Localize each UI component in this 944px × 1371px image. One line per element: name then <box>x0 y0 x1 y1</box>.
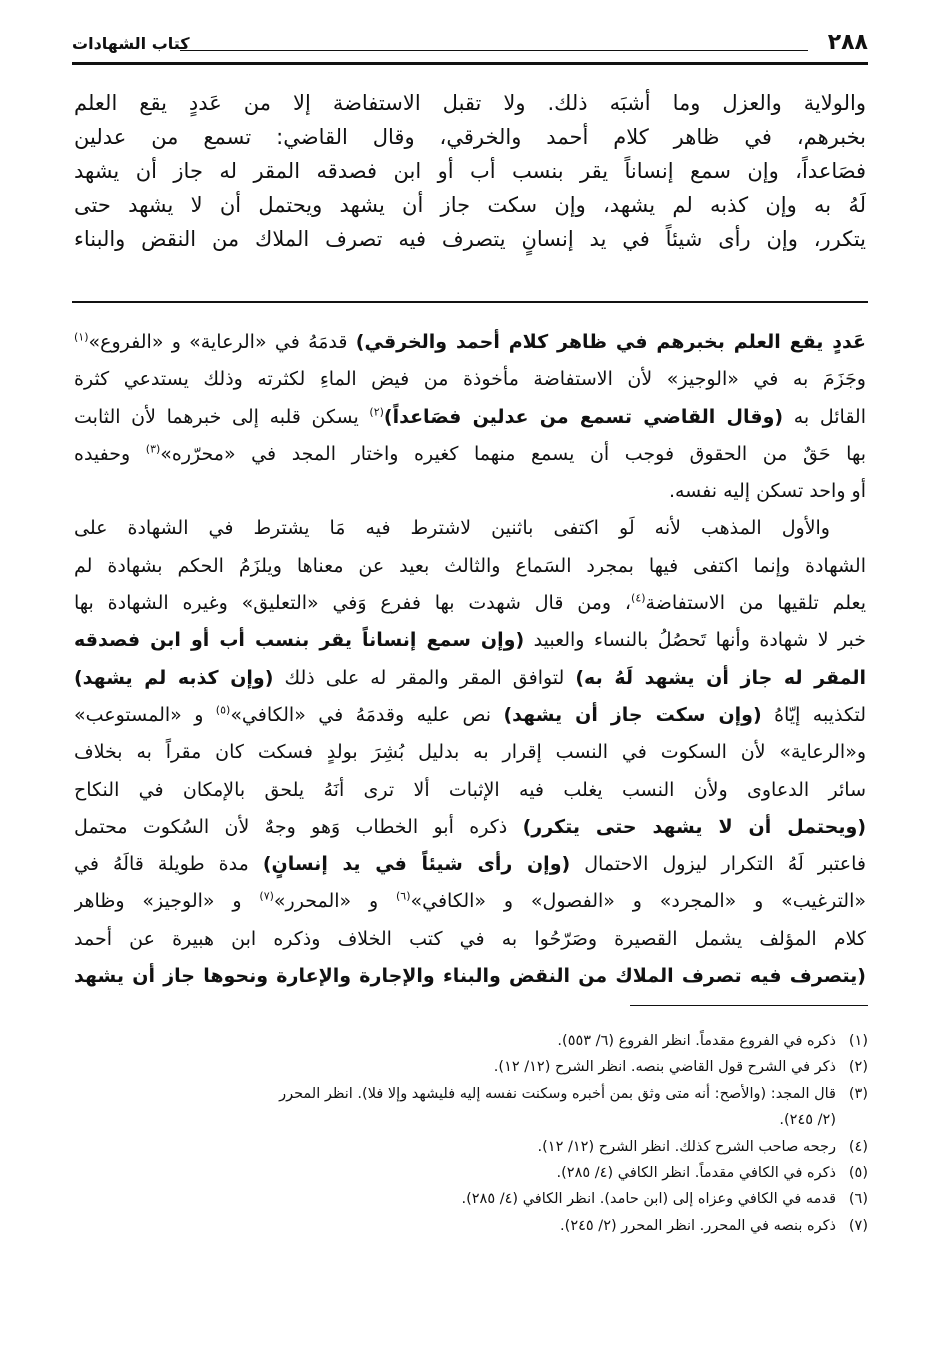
quoted-matn: (وإن كذبه لم يشهد) <box>74 666 274 689</box>
footnote-continuation: (٢/ ٢٤٥). <box>779 1112 836 1129</box>
footnote-text: قدمه في الكافي وعزاه إلى (ابن حامد). انظر الكافي (٤/ ٢٨٥). <box>461 1191 836 1208</box>
text-line <box>74 548 866 585</box>
text-segment: ، ومن قال شهدت بها ففرع وَفي «التعليق» وغيره الشهادة بها <box>74 592 632 615</box>
text-segment: لتوافق المقر والمقر له على ذلك <box>273 666 576 689</box>
text-line <box>74 399 866 436</box>
text-segment: فصَاعداً، وإن سمع إنساناً يقر بنسب أب أو ابن فصدقه المقر له جاز أن يشهد <box>74 159 866 183</box>
text-segment: بها حَقٌ من الحقوق فوجب أن يسمع منهما كغيره واختار المجد في «محرّره» <box>160 442 866 465</box>
footnote-marker: (٧) <box>259 890 274 904</box>
footnote-number: (٧) <box>848 1217 868 1234</box>
running-header <box>72 30 868 60</box>
text-segment: يتكرر، وإن رأى شيئاً في يد إنسانٍ يتصرف فيه تصرف الملاك من النقض والبناء <box>74 227 866 251</box>
footnote-text: ذكر في الشرح قول القاضي بنصه. انظر الشرح (١٢/ ١٢). <box>493 1059 836 1076</box>
footnote-number: (٥) <box>848 1164 868 1181</box>
text-segment: أو واحد تسكن إليه نفسه. <box>668 480 866 503</box>
text-line <box>74 361 866 398</box>
footnote-number: (١) <box>848 1033 868 1049</box>
text-segment: والولاية والعزل وما أشبَه ذلك. ولا تقبل الاستفاضة إلا من عَددٍ يقع العلم <box>74 91 866 115</box>
text-line <box>74 660 866 697</box>
footnote-number: (٢) <box>848 1059 868 1076</box>
text-segment: قدمَهُ في «الرعاية» و «الفروع» <box>88 331 356 353</box>
text-segment: بخبرهم، في ظاهر كلام أحمد والخرقي، وقال القاضي: تسمع من عدلين <box>74 125 866 149</box>
text-line <box>74 188 866 222</box>
text-line <box>74 697 866 734</box>
quoted-matn: (يتصرف فيه تصرف الملاك من النقض والبناء والإجارة والإعارة ونحوها جاز أن يشهد <box>74 965 866 988</box>
text-segment: و«الرعاية» لأن السكوت في النسب إقرار به بدليل بُشِرَ بولدٍ فسكت كان مقراً به بخلاف <box>74 741 866 764</box>
text-segment: كلام المؤلف يشمل القصيرة وصَرّحُوا به في كتب الخلاف وذكره ابن هبيرة عن أحمد <box>74 927 866 950</box>
footnote-text: قال المجد: (والأصح: أنه متى وثق بمن أخبره وسكنت نفسه إليه فليشهد وإلا فلا). انظر المحرر <box>279 1085 836 1102</box>
text-segment: يعلم تلقيها من الاستفاضة <box>645 592 866 615</box>
text-line <box>74 86 866 120</box>
text-line <box>74 436 866 473</box>
footnote <box>74 1160 868 1186</box>
text-line <box>74 585 866 622</box>
text-line <box>74 473 866 510</box>
footnote-marker: (٤) <box>631 591 646 605</box>
text-line <box>74 846 866 883</box>
text-commentary-divider <box>72 301 868 303</box>
main-text <box>74 86 866 256</box>
footnote-number: (٤) <box>848 1138 868 1155</box>
text-segment: نص عليه وقدمَهُ في «الكافي» <box>230 703 504 726</box>
text-segment: مدة طويلة قالَهُ في <box>74 853 263 876</box>
page-number: ٢٨٨ <box>827 30 868 55</box>
quoted-matn: (وإن سمع إنساناً يقر بنسب أب أو ابن فصدقه <box>74 629 525 652</box>
footnote-number: (٦) <box>848 1191 868 1208</box>
text-segment: و «المحرر» <box>273 890 396 913</box>
footnote-text: رجحه صاحب الشرح كذلك. انظر الشرح (١٢/ ١٢). <box>537 1138 836 1155</box>
header-divider <box>72 62 868 65</box>
text-line <box>74 772 866 809</box>
text-line <box>74 734 866 771</box>
footnote-marker: (١) <box>74 330 89 344</box>
text-segment: الشهادة وإنما اكتفى فيها بمجرد السَماع والثالث بعيد عن معناها ويلزَمُ الحكم بشهادة لم <box>74 554 866 577</box>
text-segment: فاعتبر لَهُ التكرار ليزول الاحتمال <box>570 853 866 876</box>
text-line <box>74 883 866 920</box>
quoted-matn: (ويحتمل أن لا يشهد حتى يتكرر) <box>522 815 866 838</box>
footnote-marker: (٣) <box>145 442 161 456</box>
text-segment: لتكذيبه إيّاهُ <box>761 703 866 726</box>
footnote <box>74 1028 868 1054</box>
header-rule <box>180 50 808 51</box>
text-line <box>74 921 866 958</box>
book-title: كتاب الشهادات <box>72 34 190 53</box>
text-segment: سائر الدعاوى ولأن النسب يغلب فيه الإثبات ألا ترى أنَهُ يلحق بالإمكان في النكاح <box>74 778 866 801</box>
text-segment: يسكن قلبه إلى خبرهما لأن الثابت <box>74 405 370 428</box>
footnote <box>74 1134 868 1160</box>
footnote <box>74 1213 868 1239</box>
footnote <box>74 1081 868 1107</box>
text-segment: وحفيده <box>74 442 146 465</box>
quoted-matn: (وقال القاضي تسمع من عدلين فصَاعداً) <box>383 405 784 428</box>
text-segment: القائل به <box>783 405 866 428</box>
footnote-number: (٣) <box>848 1085 868 1102</box>
quoted-matn: المقر له جاز أن يشهد لَهُ به) <box>575 666 866 689</box>
footnote <box>74 1054 868 1080</box>
quoted-matn: عَددٍ يقع العلم بخبرهم في ظاهر كلام أحمد والخرقي) <box>355 331 866 353</box>
footnotes <box>74 1028 868 1239</box>
footnote-marker: (٦) <box>396 890 411 904</box>
text-line <box>74 324 866 361</box>
footnote-divider <box>630 1005 868 1006</box>
text-line <box>74 622 866 659</box>
text-segment: و «الوجيز» وظاهر <box>74 890 260 913</box>
quoted-matn: (وإن رأى شيئاً في يد إنسانٍ) <box>262 853 571 876</box>
footnote-marker: (٢) <box>369 405 384 419</box>
footnote <box>74 1186 868 1212</box>
text-line <box>74 154 866 188</box>
commentary-text <box>74 324 866 995</box>
text-segment: و «المستوعب» <box>74 703 216 726</box>
footnote-text: ذكره في الكافي مقدماً. انظر الكافي (٤/ ٢٨٥). <box>556 1164 836 1181</box>
text-line <box>74 222 866 256</box>
text-line <box>74 510 866 547</box>
footnote-text: ذكره في الفروع مقدماً. انظر الفروع (٦/ ٥٥٣). <box>557 1033 836 1049</box>
footnote-text: ذكره بنصه في المحرر. انظر المحرر (٢/ ٢٤٥). <box>560 1217 836 1234</box>
footnote-marker: (٥) <box>215 703 231 717</box>
text-segment: خبر لا شهادة وأنها تَحصُلُ بالنساء والعبيد <box>524 629 866 652</box>
text-segment: وجَزَمَ به في «الوجيز» لأن الاستفاضة مأخوذة من فيض الماءِ لكثرته وذلك يستدعي كثرة <box>74 368 866 391</box>
text-segment: والأول المذهب لأنه لَو اكتفى باثنين لاشترط فيه مَا يشترط في الشهادة على <box>74 517 830 540</box>
text-line <box>74 120 866 154</box>
text-segment: لَهُ به وإن كذبه لم يشهد، وإن سكت جاز أن يشهد ويحتمل أن لا يشهد حتى <box>74 193 866 217</box>
text-segment: ذكره أبو الخطاب وَهو وجهٌ لأن السُكوت محتمل <box>74 815 523 838</box>
text-line <box>74 809 866 846</box>
quoted-matn: (وإن سكت جاز أن يشهد) <box>503 703 762 726</box>
text-segment: «الترغيب» و «المجرد» و «الفصول» و «الكافي» <box>410 890 866 913</box>
text-line <box>74 958 866 995</box>
